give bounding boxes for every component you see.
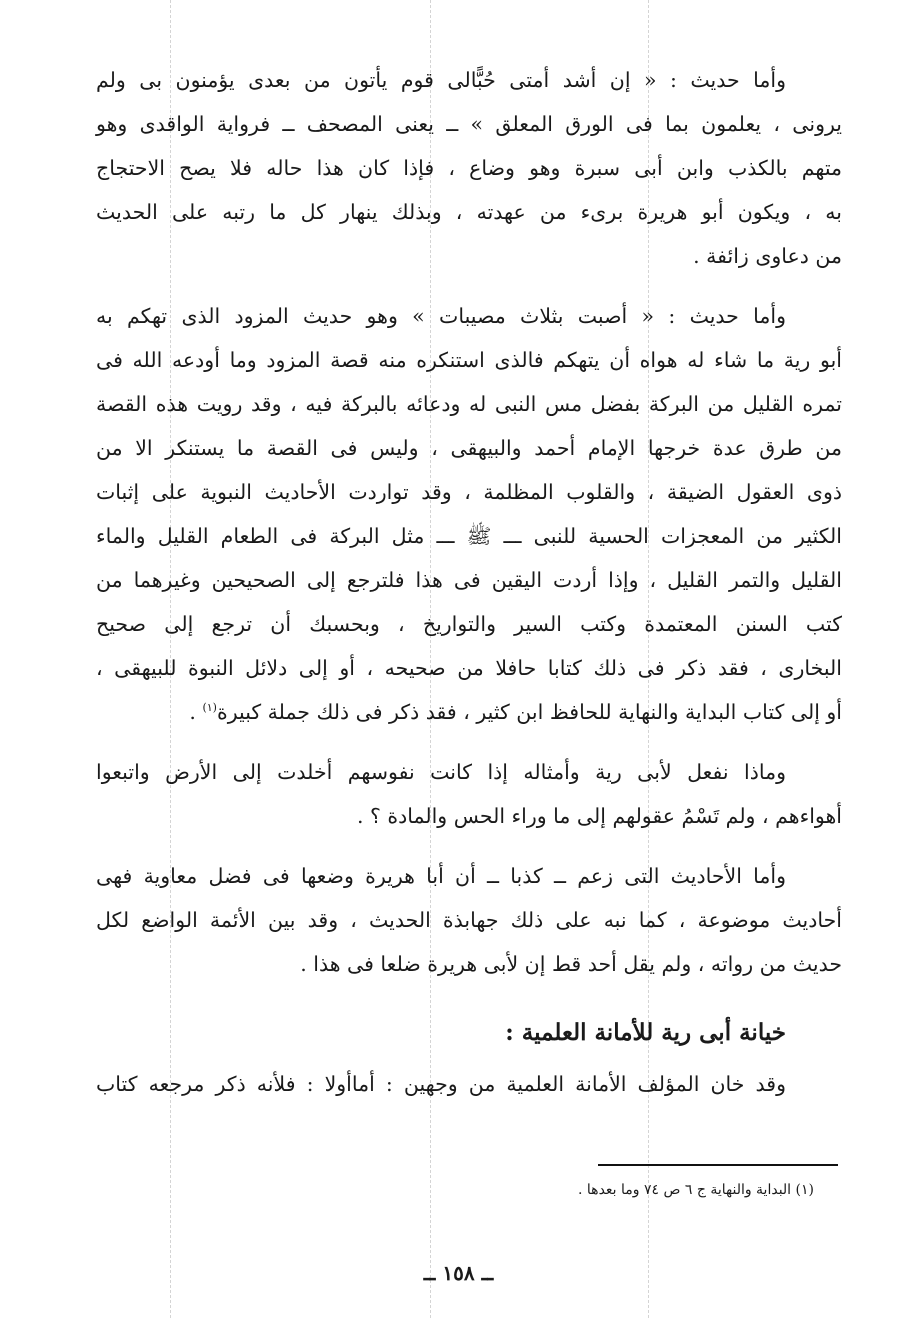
text-line: البخارى ، فقد ذكر فى ذلك كتابا حافلا من صحيحه ، أو إلى دلائل النبوة للبيهقى ، bbox=[96, 656, 842, 680]
text-line: تمره القليل من البركة بفضل مس النبى له ودعائه بالبركة فيه ، وقد رويت هذه القصة bbox=[96, 392, 842, 416]
text-line: وأما الأحاديث التى زعم ــ كذبا ــ أن أبا هريرة وضعها فى فضل معاوية فهى bbox=[96, 864, 786, 888]
text-line: وماذا نفعل لأبى رية وأمثاله إذا كانت نفوسهم أخلدت إلى الأرض واتبعوا bbox=[96, 760, 786, 784]
text-line: من دعاوى زائفة . bbox=[693, 244, 842, 268]
text-line: كتب السنن المعتمدة وكتب السير والتواريخ ، وبحسبك أن ترجع إلى صحيح bbox=[96, 612, 842, 636]
paragraph-3 bbox=[96, 750, 842, 838]
page-number: ــ ١٥٨ ــ bbox=[423, 1261, 494, 1285]
text-line: حديث من رواته ، ولم يقل أحد قط إن لأبى هريرة ضلعا فى هذا . bbox=[300, 952, 842, 976]
text-line: من طرق عدة خرجها الإمام أحمد والبيهقى ، وليس فى القصة ما يستنكر الا من bbox=[96, 436, 842, 460]
text-line: القليل والتمر القليل ، وإذا أردت اليقين فى هذا فلترجع إلى الصحيحين وغيرهما من bbox=[96, 568, 842, 592]
text-line: وأما حديث : « إن أشد أمتى حُبًّالى قوم يأتون من بعدى يؤمنون بى ولم bbox=[96, 68, 786, 92]
text-line: ذوى العقول الضيقة ، والقلوب المظلمة ، وقد تواردت الأحاديث النبوية على إثبات bbox=[96, 480, 842, 504]
paragraph-4 bbox=[96, 854, 842, 986]
footnote-reference[interactable]: (١) bbox=[202, 701, 217, 715]
footnote-divider bbox=[598, 1164, 838, 1166]
paragraph-2 bbox=[96, 294, 842, 734]
text-line: به ، ويكون أبو هريرة برىء من عهدته ، وبذلك ينهار كل ما رتبه على الحديث bbox=[96, 200, 842, 224]
text-line: أبو رية ما شاء له هواه أن يتهكم فالذى استنكره منه قصة المزود وما أودعه الله فى bbox=[96, 348, 842, 372]
body-text bbox=[96, 58, 842, 1106]
paragraph-5 bbox=[96, 1062, 842, 1106]
footnote: (١) البداية والنهاية ج ٦ ص ٧٤ وما بعدها . bbox=[578, 1182, 814, 1198]
text-line-content: أو إلى كتاب البداية والنهاية للحافظ ابن كثير ، فقد ذكر فى ذلك جملة كبيرة bbox=[216, 700, 842, 724]
section-heading: خيانة أبى رية للأمانة العلمية : bbox=[505, 1019, 786, 1046]
sentence-end-mark: . bbox=[189, 700, 203, 724]
text-line: وقد خان المؤلف الأمانة العلمية من وجهين : أماأولا : فلأنه ذكر مرجعه كتاب bbox=[96, 1072, 786, 1096]
text-line: وأما حديث : « أصبت بثلاث مصيبات » وهو حديث المزود الذى تهكم به bbox=[96, 304, 786, 328]
text-line: أهواءهم ، ولم تَسْمُ عقولهم إلى ما وراء الحس والمادة ؟ . bbox=[356, 804, 842, 828]
text-line: أحاديث موضوعة ، كما نبه على ذلك جهابذة الحديث ، وقد بين الأئمة الواضع لكل bbox=[96, 908, 842, 932]
paragraph-1 bbox=[96, 58, 842, 278]
text-line: متهم بالكذب وابن أبى سبرة وهو وضاع ، فإذا كان هذا حاله فلا يصح الاحتجاج bbox=[96, 156, 842, 180]
text-line: الكثير من المعجزات الحسية للنبى ـــ ﷺ ـــ مثل البركة فى الطعام القليل والماء bbox=[96, 524, 842, 548]
text-line bbox=[96, 690, 842, 734]
text-line: يرونى ، يعلمون بما فى الورق المعلق » ــ يعنى المصحف ــ فرواية الواقدى وهو bbox=[96, 112, 842, 136]
